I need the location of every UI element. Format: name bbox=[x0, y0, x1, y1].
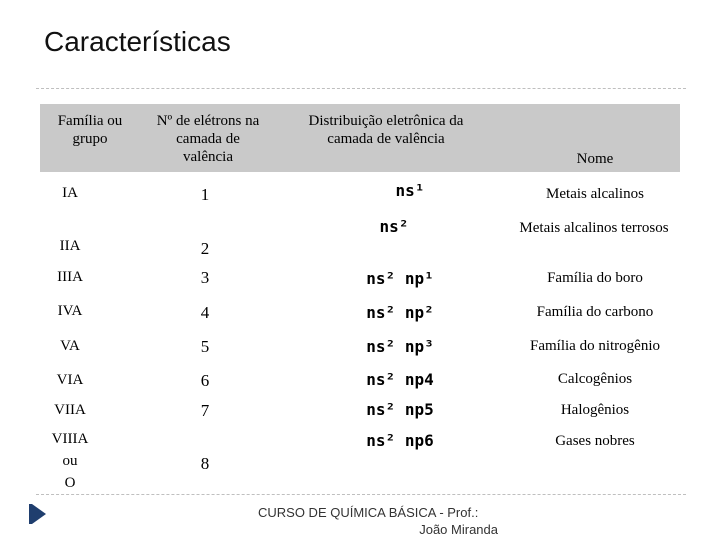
table-cell-electrons: 8 bbox=[200, 454, 210, 473]
table-cell-name: Família do boro bbox=[547, 270, 643, 286]
table-cell-group-line: O bbox=[64, 475, 76, 491]
footer-course: CURSO DE QUÍMICA BÁSICA - Prof.: bbox=[258, 505, 479, 520]
table-cell-group: IIIA bbox=[57, 269, 83, 285]
table-cell-group: IA bbox=[62, 185, 78, 201]
table-cell-name: Calcogênios bbox=[557, 371, 633, 387]
table-cell-group: VIIA bbox=[54, 402, 86, 418]
table-cell-group-line: ou bbox=[62, 453, 78, 469]
table-cell-group-line: VIIIA bbox=[51, 431, 89, 447]
table-cell-distribution: ns² np³ bbox=[366, 337, 434, 356]
table-cell-electrons: 1 bbox=[200, 185, 210, 204]
table-cell-distribution: ns² np² bbox=[366, 303, 434, 322]
table-cell-distribution: ns² np¹ bbox=[366, 269, 434, 288]
table-cell-group: VIA bbox=[56, 372, 84, 388]
header-distribution: Distribuição eletrônica da camada de valência bbox=[308, 113, 464, 147]
footer-credit bbox=[258, 504, 498, 538]
table-cell-name: Família do nitrogênio bbox=[530, 338, 660, 354]
top-divider bbox=[36, 88, 686, 89]
header-group: Família ou grupo bbox=[57, 113, 123, 147]
bottom-divider bbox=[36, 494, 686, 495]
table-cell-electrons: 6 bbox=[200, 371, 210, 390]
table-cell-distribution: ns² bbox=[379, 217, 409, 236]
table-cell-distribution: ns² np6 bbox=[366, 431, 434, 450]
table-cell-distribution: ns² np4 bbox=[366, 370, 434, 389]
table-cell-electrons: 3 bbox=[200, 268, 210, 287]
next-slide-arrow-icon bbox=[32, 504, 46, 524]
table-cell-group: IVA bbox=[57, 303, 83, 319]
page-title: Características bbox=[44, 26, 231, 57]
table-cell-name: Metais alcalinos bbox=[546, 186, 644, 202]
table-cell-group: IIA bbox=[59, 238, 81, 254]
table-cell-distribution: ns² np5 bbox=[366, 400, 434, 419]
table-cell-name: Gases nobres bbox=[555, 433, 635, 449]
families-table bbox=[40, 104, 680, 492]
header-electrons: Nº de elétrons na camada de valência bbox=[156, 113, 260, 165]
table-cell-electrons: 5 bbox=[200, 337, 210, 356]
footer-author: João Miranda bbox=[419, 522, 498, 537]
table-cell-electrons: 4 bbox=[200, 303, 210, 322]
table-cell-name: Família do carbono bbox=[536, 304, 654, 320]
header-name: Nome bbox=[576, 151, 614, 167]
table-cell-name: Metais alcalinos terrosos bbox=[519, 220, 669, 236]
table-cell-electrons: 2 bbox=[200, 239, 210, 258]
table-cell-group bbox=[40, 430, 100, 492]
table-cell-name: Halogênios bbox=[560, 402, 630, 418]
table-cell-electrons: 7 bbox=[200, 401, 210, 420]
table-cell-distribution: ns¹ bbox=[395, 181, 425, 200]
table-cell-group: VA bbox=[60, 338, 80, 354]
